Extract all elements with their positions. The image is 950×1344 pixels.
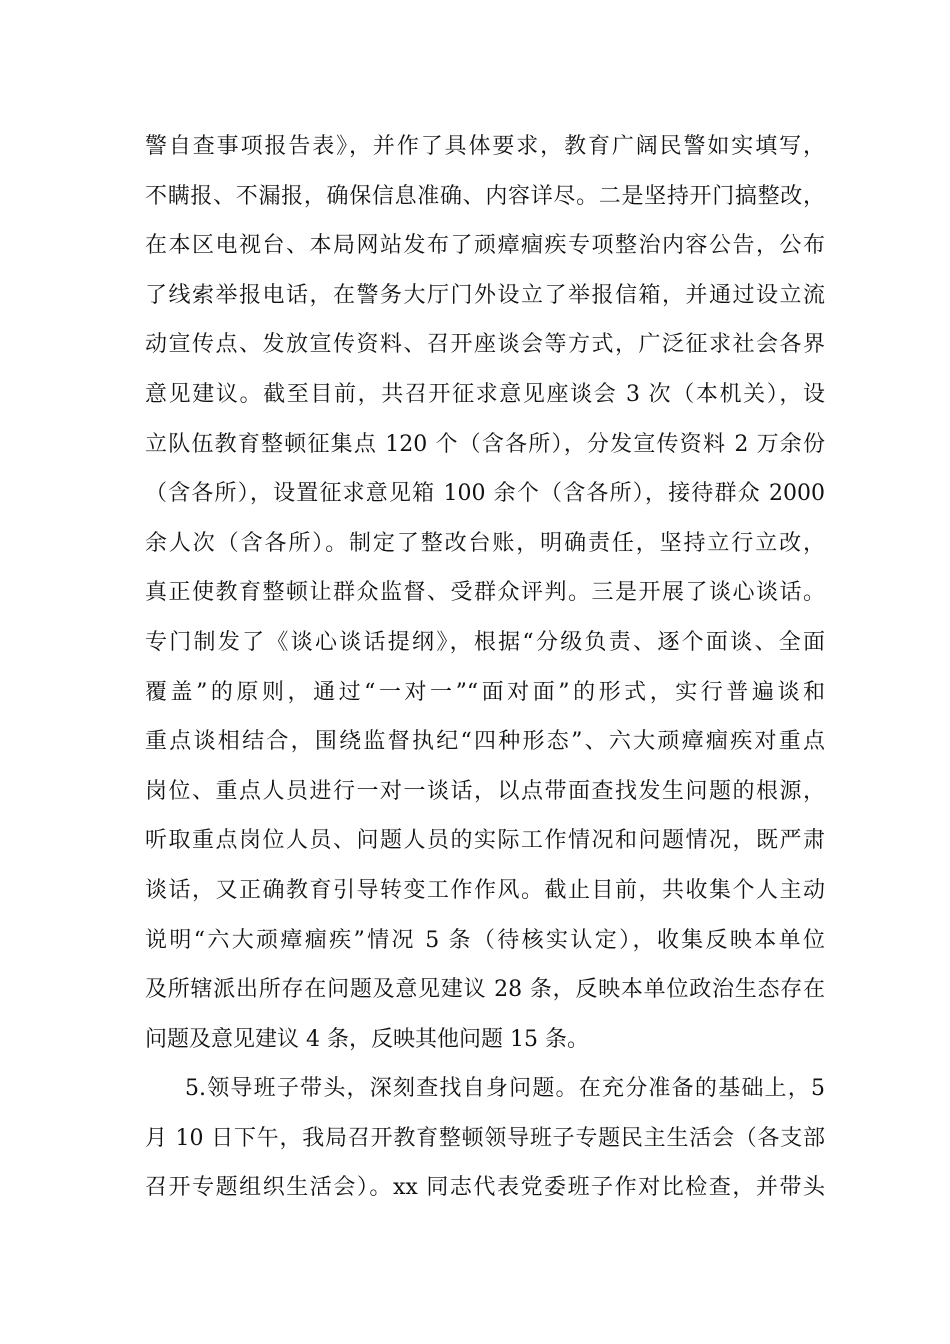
text-line: 专门制发了《谈心谈话提纲》，根据“分级负责、逐个面谈、全面 (145, 629, 825, 655)
text-line: 不瞒报、不漏报，确保信息准确、内容详尽。二是坚持开门搞整改， (145, 183, 825, 209)
text-line: 意见建议。截至目前，共召开征求意见座谈会 3 次（本机关），设 (145, 381, 825, 407)
text-line: 警自查事项报告表》，并作了具体要求，教育广阔民警如实填写， (145, 134, 825, 159)
text-line: 召开专题组织生活会）。xx 同志代表党委班子作对比检查，并带头 (145, 1175, 825, 1201)
text-line: 谈话，又正确教育引导转变工作作风。截止目前，共收集个人主动 (145, 877, 825, 903)
text-line: 在本区电视台、本局网站发布了顽瘴痼疾专项整治内容公告，公布 (145, 233, 825, 259)
text-line: 岗位、重点人员进行一对一谈话，以点带面查找发生问题的根源， (145, 778, 825, 804)
text-line: （含各所），设置征求意见箱 100 余个（含各所），接待群众 2000 (145, 481, 825, 507)
paragraph-start-line: 5.领导班子带头，深刻查找自身问题。在充分准备的基础上，5 (185, 1076, 825, 1102)
text-line: 了线索举报电话，在警务大厅门外设立了举报信箱，并通过设立流 (145, 282, 825, 308)
text-line: 重点谈相结合，围绕监督执纪“四种形态”、六大顽瘴痼疾对重点 (145, 729, 825, 755)
text-line: 听取重点岗位人员、问题人员的实际工作情况和问题情况，既严肃 (145, 828, 825, 854)
paragraph-end-line: 问题及意见建议 4 条，反映其他问题 15 条。 (145, 1026, 589, 1052)
text-line: 真正使教育整顿让群众监督、受群众评判。三是开展了谈心谈话。 (145, 580, 825, 606)
text-line: 说明“六大顽瘴痼疾”情况 5 条（待核实认定），收集反映本单位 (145, 927, 825, 953)
text-line: 覆盖”的原则，通过“一对一”“面对面”的形式，实行普遍谈和 (145, 679, 825, 705)
text-line: 动宣传点、发放宣传资料、召开座谈会等方式，广泛征求社会各界 (145, 332, 825, 358)
body-text (145, 127, 825, 1218)
text-line: 余人次（含各所）。制定了整改台账，明确责任，坚持立行立改， (145, 530, 825, 556)
text-line: 及所辖派出所存在问题及意见建议 28 条，反映本单位政治生态存在 (145, 977, 825, 1003)
text-line: 月 10 日下午，我局召开教育整顿领导班子专题民主生活会（各支部 (145, 1125, 825, 1151)
text-line: 立队伍教育整顿征集点 120 个（含各所），分发宣传资料 2 万余份 (145, 431, 825, 457)
